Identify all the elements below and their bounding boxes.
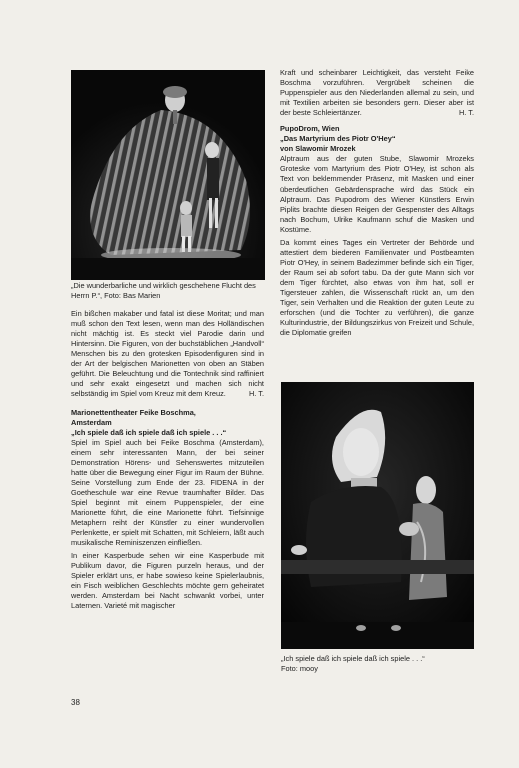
right-column <box>280 68 474 341</box>
article-heading-pupodrom: PupoDrom, Wien <box>280 124 340 134</box>
photo-caption-right <box>281 654 474 674</box>
article-boschma-intro-text: Ein bißchen makaber und fatal ist diese Moritat; und man muß schon den Text lesen, wenn man des Holländischen nicht mächtig ist. Es steckt viel Parodie darin und Hintersinn. Die Figuren, von der buchstäblichen „Handvoll“ Menschen bis zu den grotesken Episodenfiguren sind in der Art der belgischen Marionetten von oben an Stäben geführt. Die Beleuchtung und die Tontechnik sind raffiniert und sehr exakt eingesetzt und machen sich nicht selbständig im Spiel vom Kreuz mit dem Kreuz. <box>71 309 264 399</box>
photo-flucht-des-herrn-p <box>71 70 265 280</box>
article-pupodrom-paragraph-1: Alptraum aus der guten Stube, Slawomir Mrozeks Groteske vom Martyrium des Piotr O'Hey, ist schon als Text von beklemmender Präsenz, mit Masken und einer überdeutlichen Gebärdensprache wird das Stück ein Alptraum. Das Pupodrom des Wiener Künstlers Erwin Piplits brachte diesen Reigen der Gespenster des Alltags nach Bochum, Ulrike Kaufmann schuf die Masken und Kostüme. <box>280 154 474 234</box>
article-subheading-pupodrom-author: von Slawomir Mrozek <box>280 144 356 154</box>
article-pupodrom-paragraph-2: Da kommt eines Tages ein Vertreter der Behörde und attestiert dem biederen Familienvater und Postbeamten Piotr O'Hey, in seinem Badezimmer befinde sich ein Tiger, der Raum sei ab sofort tabu. Da der gute Mann sich vor dem Tiger fürchtet, also etwas von ihm hat, soll er Tigersteuer zahlen, die Wissenschaft rückt an, um den Tiger, sein Verhalten und die Reaktion der guten Leute zu erforschen (und die Tochter zu verführen), die ganze Kulturindustrie, der Bildungszirkus von Freizeit und Schule, die Diplomatie greifen <box>280 237 474 338</box>
article-boschma-paragraph-1: Spiel im Spiel auch bei Feike Boschma (Amsterdam), einem sehr interessanten Mann, der bei seiner Demonstration Hörens- und Sehenswertes mitzuteilen hatte über die Bewegung einer Figur im Raum der Bühne. Seine Vorstellung zum Ende der 23. FIDENA in der Goetheschule war eine Revue traumhafter Bilder. Das Spiel beginnt mit einem Puppenspieler, der eine Marionette führt, die eine Marionette führt. Tiefsinnige Metaphern reiht der Künstler zu einer wundervollen Perlenkette, er spielt mit Schatten, mit Schleiern, läßt auch musikalische Reminiszenzen einfließen. <box>71 437 264 548</box>
article-boschma-paragraph-2: In einer Kasperbude sehen wir eine Kasperbude mit Publikum davor, die Figuren purzeln heraus, und der Spieler erklärt uns, er habe sowieso keine Spielerlaubnis, ein Fisch weiblichen Geschlechts möchte gern geheiratet werden. Amsterdam bei Nacht schwankt vorbei, unter Laternen. Varieté mit magischer <box>71 551 264 611</box>
article-subheading-boschma: „Ich spiele daß ich spiele daß ich spiele . . .“ <box>71 427 227 437</box>
article-heading-boschma: Marionettentheater Feike Boschma, <box>71 407 196 417</box>
photo-ich-spiele <box>281 382 474 649</box>
article-boschma-intro-paragraph <box>71 309 264 399</box>
photo-caption-left: „Die wunderbarliche und wirklich geschehene Flucht des Herrn P.“, Foto: Bas Marien <box>71 281 256 301</box>
article-subheading-pupodrom-title: „Das Martyrium des Piotr O'Hey“ <box>280 134 396 144</box>
photo-caption-right-credit: Foto: mooy <box>281 664 318 674</box>
photo-caption-right-title: „Ich spiele daß ich spiele daß ich spiele . . .“ <box>281 654 425 663</box>
article-heading-boschma-city: Amsterdam <box>71 417 112 427</box>
article-boschma-continuation <box>280 68 474 118</box>
author-signature: H. T. <box>458 108 474 118</box>
page-number: 38 <box>71 698 80 707</box>
article-boschma-continuation-text: Kraft und scheinbarer Leichtigkeit, das versteht Feike Boschma vorzuführen. Vergrübelt scheinen die Puppenspieler aus den Niederlanden allemal zu sein, und mit Textilien arbeiten sie besonders gern. Dieser aber ist der beste Schleiertänzer. <box>280 68 474 118</box>
author-signature: H. T. <box>248 389 264 399</box>
left-column <box>71 281 264 614</box>
